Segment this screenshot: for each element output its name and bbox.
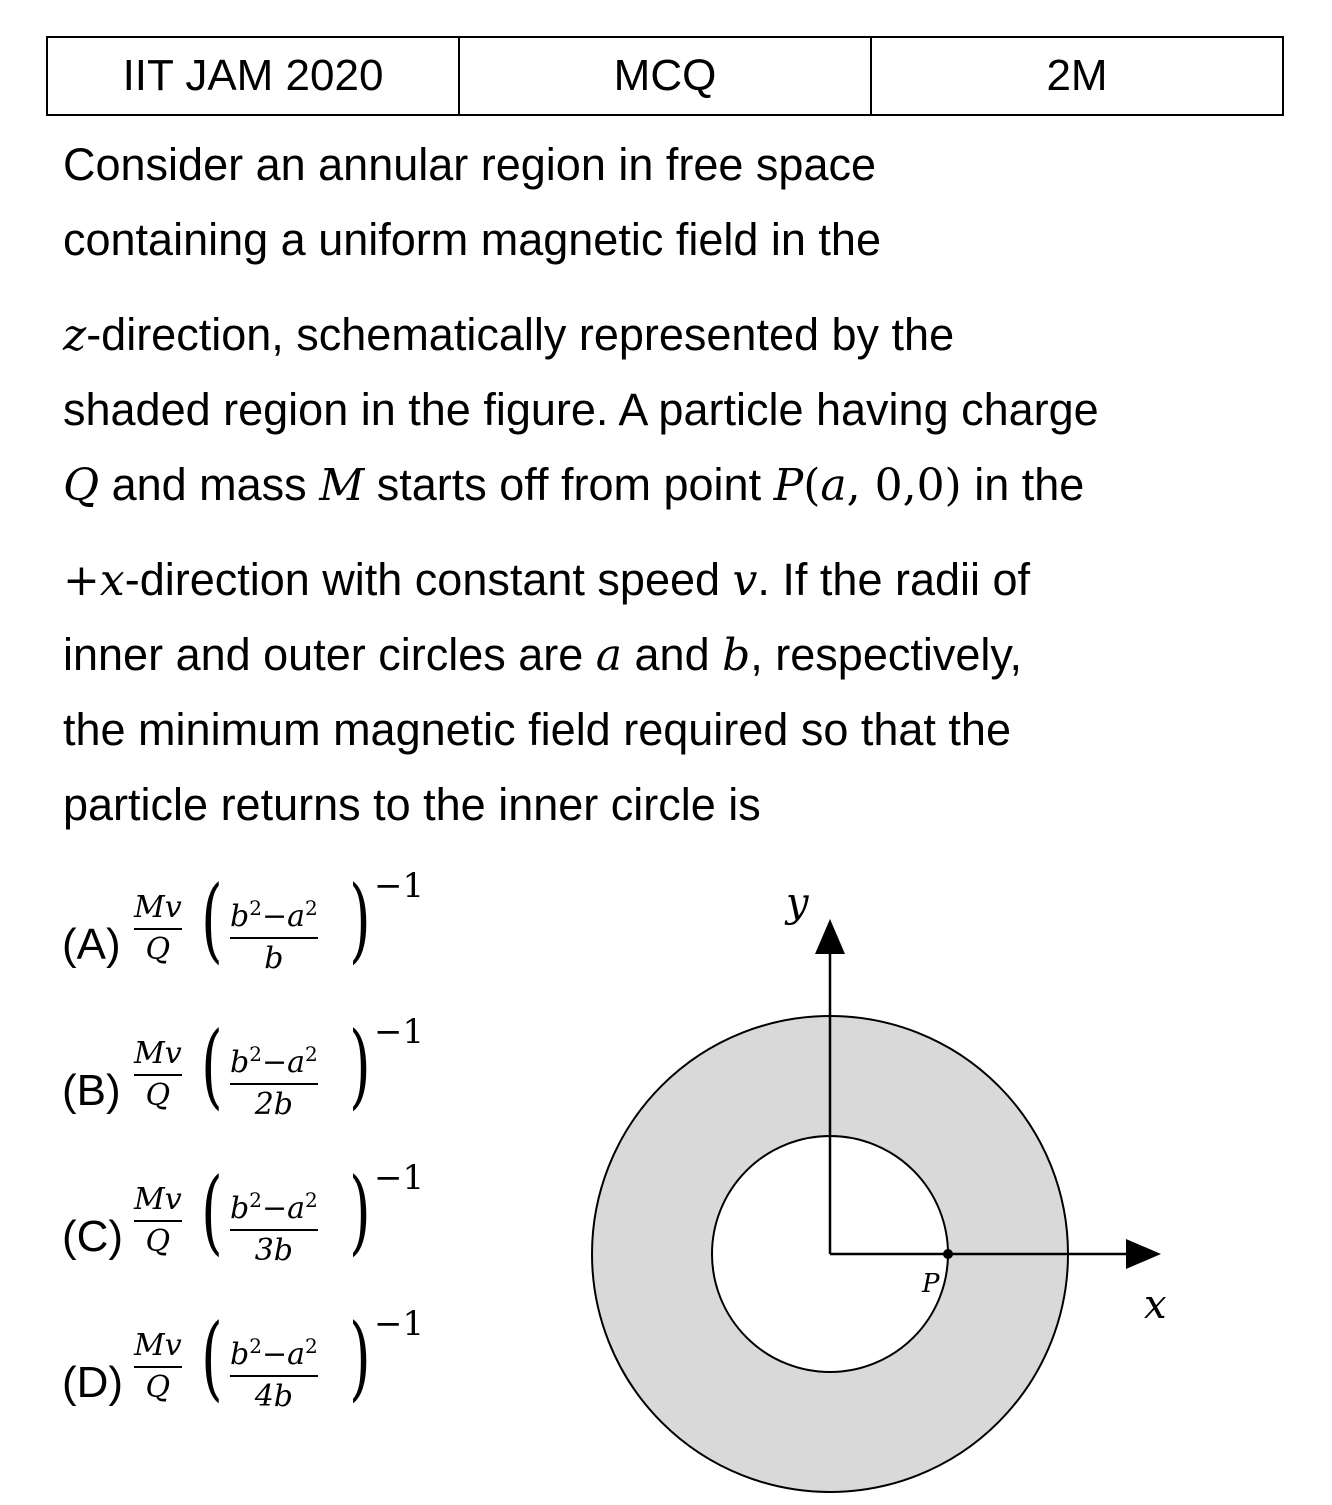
question-line-1: Consider an annular region in free space [63,139,877,190]
lhs-denominator: Q [145,932,171,967]
question-type: MCQ [459,37,871,115]
annulus-diagram [560,860,1220,1500]
option-label: (C) [62,1212,124,1261]
text-inner-outer: inner and outer circles are [63,629,596,680]
text-direction: -direction with constant speed [124,554,733,605]
inner-denominator: b [264,941,284,976]
inner-denominator: 2b [254,1087,293,1122]
lhs-denominator: Q [145,1078,171,1113]
right-paren: ) [349,866,371,973]
text-in-the: in the [961,459,1085,510]
lhs-denominator: Q [145,1370,171,1405]
lhs-numerator: Mv [134,890,182,925]
exponent: −1 [374,1304,425,1344]
lhs-denominator: Q [145,1224,171,1259]
var-P: P [773,460,804,511]
left-paren: ( [201,1012,223,1119]
x-axis-label: x [1144,1282,1167,1328]
inner-numerator: $b^2-a^2$ [230,1334,318,1372]
lhs-numerator: Mv [134,1328,182,1363]
option-label: (A) [62,920,121,969]
right-paren: ) [349,1158,371,1265]
fraction-bar [230,937,318,939]
question-text [63,132,1293,847]
inner-numerator: $b^2-a^2$ [230,1042,318,1080]
fraction-bar [134,1220,182,1222]
lhs-fraction [134,1036,182,1114]
fraction-bar [134,1366,182,1368]
var-x: x [99,555,125,606]
text-starts-off: starts off from point [364,459,774,510]
fraction-bar [134,928,182,930]
option-a[interactable] [62,866,542,1020]
fraction-bar [230,1229,318,1231]
inner-fraction [230,1182,318,1269]
header-table [46,36,1284,116]
lhs-fraction [134,1182,182,1260]
var-Q: Q [63,460,100,511]
right-paren: ) [349,1012,371,1119]
var-z: z [63,310,87,361]
fraction-bar [134,1074,182,1076]
coords-rest: , 0,0) [846,460,962,511]
inner-fraction [230,1328,318,1415]
marks: 2M [871,37,1283,115]
text-and-mass: and mass [99,459,320,510]
inner-numerator: $b^2-a^2$ [230,896,318,934]
var-a-radius: a [595,630,623,681]
question-line-2: containing a uniform magnetic field in the [63,214,881,265]
y-axis-label: y [786,880,809,926]
point-p-label: P [922,1269,940,1299]
lhs-fraction [134,890,182,968]
plus-sign: + [63,555,100,606]
left-paren: ( [201,1304,223,1411]
question-line-5 [63,452,1293,527]
var-M: M [319,460,365,511]
fraction-bar [230,1083,318,1085]
exponent: −1 [374,1158,425,1198]
option-label: (D) [62,1358,124,1407]
option-label: (B) [62,1066,121,1115]
inner-numerator: $b^2-a^2$ [230,1188,318,1226]
question-line-6 [63,547,1293,622]
inner-denominator: 4b [254,1379,293,1414]
question-line-4: shaded region in the figure. A particle having charge [63,384,1099,435]
lhs-numerator: Mv [134,1036,182,1071]
var-b-radius: b [722,630,751,681]
exponent: −1 [374,866,425,906]
right-paren: ) [349,1304,371,1411]
question-line-9: particle returns to the inner circle is [63,779,761,830]
lhs-numerator: Mv [134,1182,182,1217]
lhs-fraction [134,1328,182,1406]
fraction-bar [230,1375,318,1377]
option-d[interactable] [62,1304,542,1458]
inner-fraction [230,890,318,977]
inner-denominator: 3b [254,1233,293,1268]
exam-name: IIT JAM 2020 [47,37,459,115]
question-line-3 [63,302,1293,377]
question-line-8: the minimum magnetic field required so that the [63,704,1011,755]
var-a: a [820,460,847,511]
point-p-dot [943,1249,953,1259]
text-radii: . If the radii of [757,554,1031,605]
option-c[interactable] [62,1158,542,1312]
annulus-figure [560,860,1220,1505]
paren-open: ( [803,460,821,511]
left-paren: ( [201,866,223,973]
var-v: v [732,555,758,606]
option-b[interactable] [62,1012,542,1166]
left-paren: ( [201,1158,223,1265]
question-line-7 [63,622,1293,697]
exponent: −1 [374,1012,425,1052]
inner-fraction [230,1036,318,1123]
text-and: and [622,629,723,680]
question-line-3-text: -direction, schematically represented by the [86,309,955,360]
text-respectively: , respectively, [750,629,1023,680]
